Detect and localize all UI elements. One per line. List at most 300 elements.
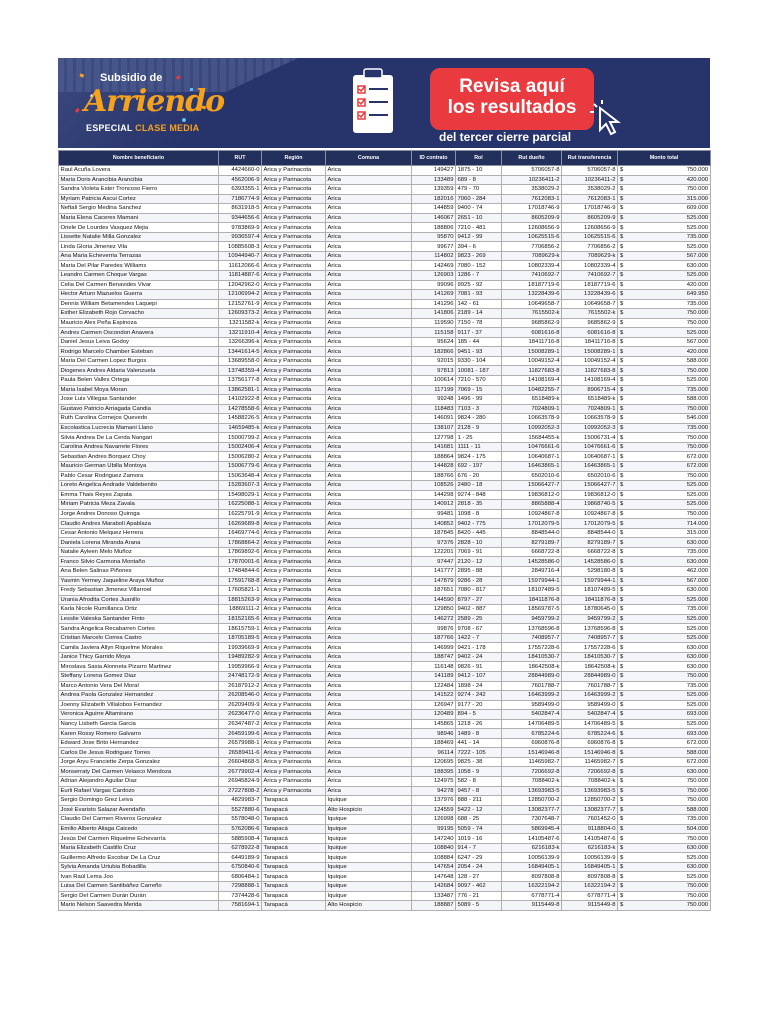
cell-transfer-rut: 16849405-1 [562,862,618,872]
cell-rol: 9823 - 269 [456,251,502,261]
cell-owner-rut: 6081616-8 [502,328,562,338]
cell-region: Arica y Parinacota [262,423,326,433]
cell-rut: 6278922-8 [219,843,262,853]
cell-contract-id: 146999 [412,643,456,653]
cell-rol: 9421 - 178 [456,643,502,653]
cell-region: Arica y Parinacota [262,442,326,452]
table-row [59,738,711,748]
amount-value: 735.000 [686,386,708,393]
cell-total-amount [618,299,711,309]
cell-total-amount [618,166,711,176]
cell-contract-id: 92015 [412,356,456,366]
table-row [59,433,711,443]
cell-rut: 18815263-9 [219,595,262,605]
currency-symbol: $ [620,300,624,307]
cell-owner-rut: 17012079-5 [502,519,562,529]
cell-rol: 7081 - 93 [456,290,502,300]
cell-transfer-rut: 9685862-9 [562,318,618,328]
cell-contract-id: 188806 [412,223,456,233]
currency-symbol: $ [620,587,624,594]
amount-value: 672.000 [686,453,708,460]
cell-beneficiary-name: Eurli Rafael Vargas Cardozo [59,786,219,796]
cell-region: Arica y Parinacota [262,366,326,376]
cell-owner-rut: 13768596-8 [502,624,562,634]
cell-region: Arica y Parinacota [262,175,326,185]
cell-owner-rut: 17557228-6 [502,643,562,653]
cell-region: Arica y Parinacota [262,404,326,414]
cell-rut: 17868864-2 [219,538,262,548]
cell-beneficiary-name: Joenny Elizabeth Villalobos Fernandez [59,700,219,710]
cell-transfer-rut: 15146946-8 [562,748,618,758]
cell-transfer-rut: 7408957-7 [562,633,618,643]
amount-value: 525.000 [686,625,708,632]
currency-symbol: $ [620,520,624,527]
cell-region: Arica y Parinacota [262,194,326,204]
cell-rol: 9826 - 91 [456,662,502,672]
currency-symbol: $ [620,186,624,193]
cell-comuna: Iquique [326,796,412,806]
cell-beneficiary-name: Hector Arturo Mazuelos Guerra [59,290,219,300]
cell-region: Tarapacá [262,882,326,892]
table-row [59,242,711,252]
cell-rol: 1898 - 24 [456,681,502,691]
amount-value: 735.000 [686,816,708,823]
cell-rol: 5059 - 74 [456,824,502,834]
cell-rut: 26589411-6 [219,748,262,758]
currency-symbol: $ [620,320,624,327]
amount-value: 630.000 [686,845,708,852]
table-row [59,796,711,806]
document-page [58,58,710,958]
cell-contract-id: 147648 [412,872,456,882]
amount-value: 567.000 [686,577,708,584]
cell-rut: 6393355-1 [219,185,262,195]
cell-beneficiary-name: José Evaristo Salazar Avendaño [59,805,219,815]
cell-total-amount [618,204,711,214]
table-row [59,901,711,911]
amount-value: 462.000 [686,568,708,575]
cell-total-amount [618,872,711,882]
cell-comuna: Iquique [326,824,412,834]
cell-beneficiary-name: Natalie Ayleen Melo Muñoz [59,547,219,557]
cell-comuna: Arica [326,681,412,691]
cell-rut: 15498029-1 [219,490,262,500]
cell-region: Arica y Parinacota [262,748,326,758]
cell-rut: 4424660-0 [219,166,262,176]
amount-value: 567.000 [686,253,708,260]
cell-region: Arica y Parinacota [262,786,326,796]
cell-transfer-rut: 10663578-9 [562,414,618,424]
cell-comuna: Arica [326,404,412,414]
cell-owner-rut: 10049152-4 [502,356,562,366]
cell-transfer-rut: 8605209-9 [562,213,618,223]
cell-rol: 692 - 197 [456,461,502,471]
table-row [59,729,711,739]
cell-transfer-rut: 10640687-1 [562,452,618,462]
cell-transfer-rut: 16322194-2 [562,882,618,892]
amount-value: 750.000 [686,472,708,479]
cell-comuna: Arica [326,777,412,787]
cell-total-amount [618,605,711,615]
cell-transfer-rut: 7089629-k [562,251,618,261]
currency-symbol: $ [620,902,624,909]
table-row [59,624,711,634]
cell-contract-id: 99096 [412,280,456,290]
cell-total-amount [618,442,711,452]
cell-rol: 7069 - 91 [456,547,502,557]
cell-rol: 9925 - 92 [456,280,502,290]
cell-rol: 2054 - 24 [456,862,502,872]
currency-symbol: $ [620,673,624,680]
cell-total-amount [618,471,711,481]
table-row [59,528,711,538]
cell-rol: 1111 - 11 [456,442,502,452]
cell-transfer-rut: 15066427-7 [562,481,618,491]
cell-transfer-rut: 10924867-8 [562,509,618,519]
table-row [59,481,711,491]
special-word: ESPECIAL [86,123,133,133]
currency-symbol: $ [620,510,624,517]
table-row [59,519,711,529]
cell-beneficiary-name: Mauricio German Ubilla Montoya [59,461,219,471]
cell-beneficiary-name: Maria Isabel Moya Moran [59,385,219,395]
cell-transfer-rut: 17557228-6 [562,643,618,653]
table-row [59,805,711,815]
cell-total-amount [618,576,711,586]
amount-value: 630.000 [686,587,708,594]
cell-transfer-rut: 6502010-6 [562,471,618,481]
currency-symbol: $ [620,215,624,221]
cell-total-amount [618,414,711,424]
cell-beneficiary-name: Urania Afrodita Cortes Juanillo [59,595,219,605]
cell-total-amount [618,824,711,834]
cell-region: Arica y Parinacota [262,232,326,242]
cell-region: Arica y Parinacota [262,576,326,586]
cell-contract-id: 146067 [412,213,456,223]
currency-symbol: $ [620,835,624,842]
cell-region: Tarapacá [262,796,326,806]
cell-region: Arica y Parinacota [262,261,326,271]
cell-comuna: Arica [326,633,412,643]
cell-transfer-rut: 13768596-8 [562,624,618,634]
cell-rut: 15006779-6 [219,461,262,471]
cell-owner-rut: 9115449-8 [502,901,562,911]
cell-contract-id: 188747 [412,652,456,662]
cell-contract-id: 188864 [412,452,456,462]
cell-comuna: Arica [326,652,412,662]
cell-rol: 776 - 21 [456,891,502,901]
cell-contract-id: 126903 [412,271,456,281]
currency-symbol: $ [620,740,624,747]
cell-transfer-rut: 5298180-8 [562,566,618,576]
cell-rol: 9177 - 20 [456,700,502,710]
cell-contract-id: 146091 [412,414,456,424]
cell-rol: 7103 - 3 [456,404,502,414]
cell-rut: 9936597-4 [219,232,262,242]
table-row [59,166,711,176]
cell-rol: 676 - 20 [456,471,502,481]
cell-transfer-rut: 28844989-0 [562,671,618,681]
amount-value: 588.000 [686,749,708,756]
cell-region: Tarapacá [262,853,326,863]
amount-value: 750.000 [686,310,708,317]
cell-rut: 6750840-6 [219,862,262,872]
cell-rut: 12042962-0 [219,280,262,290]
cell-transfer-rut: 14528586-0 [562,557,618,567]
cell-owner-rut: 16463865-1 [502,461,562,471]
cell-rol: 2828 - 10 [456,538,502,548]
currency-symbol: $ [620,472,624,479]
cell-region: Arica y Parinacota [262,223,326,233]
cell-rol: 1496 - 99 [456,395,502,405]
cell-contract-id: 144298 [412,490,456,500]
cell-total-amount [618,557,711,567]
amount-value: 750.000 [686,186,708,193]
cell-region: Arica y Parinacota [262,738,326,748]
cell-rut: 9344656-6 [219,213,262,223]
cell-beneficiary-name: Marco Antonio Vera Del Moral [59,681,219,691]
cell-owner-rut: 7307648-7 [502,815,562,825]
table-row [59,490,711,500]
table-row [59,586,711,596]
cell-rut: 14278558-6 [219,404,262,414]
cell-beneficiary-name: Karen Rossy Romero Galvarro [59,729,219,739]
table-row [59,748,711,758]
table-row [59,700,711,710]
cell-beneficiary-name: Sylvia Amanda Urtubia Bobadilla [59,862,219,872]
cell-rol: 9097 - 462 [456,882,502,892]
cell-beneficiary-name: Adrian Alejandro Aguilar Diaz [59,777,219,787]
cell-contract-id: 118483 [412,404,456,414]
table-row [59,414,711,424]
cell-total-amount [618,586,711,596]
cell-owner-rut: 8848544-0 [502,528,562,538]
cell-region: Arica y Parinacota [262,700,326,710]
cell-beneficiary-name: Escolastica Lucrecia Mamani Llano [59,423,219,433]
cell-contract-id: 141189 [412,671,456,681]
cell-region: Arica y Parinacota [262,566,326,576]
cell-total-amount [618,175,711,185]
cell-owner-rut: 7612083-1 [502,194,562,204]
cell-rol: 479 - 70 [456,185,502,195]
cell-beneficiary-name: Diogenes Andres Aldaria Valenzuela [59,366,219,376]
cell-comuna: Arica [326,786,412,796]
cell-rut: 19939669-9 [219,643,262,653]
cell-transfer-rut: 14706489-5 [562,719,618,729]
beneficiaries-table [58,150,711,911]
cell-beneficiary-name: Miriam Patricia Meza Zavala [59,500,219,510]
cell-owner-rut: 7024809-1 [502,404,562,414]
cell-beneficiary-name: Daniel Jesus Leiva Godoy [59,337,219,347]
cell-comuna: Arica [326,166,412,176]
cell-total-amount [618,624,711,634]
cell-comuna: Arica [326,691,412,701]
cell-contract-id: 124975 [412,777,456,787]
cell-comuna: Arica [326,490,412,500]
cell-rol: 9274 - 242 [456,691,502,701]
cell-beneficiary-name: Karla Nicole Rumillanca Ortiz [59,605,219,615]
cell-rut: 17870001-6 [219,557,262,567]
cell-total-amount [618,232,711,242]
currency-symbol: $ [620,272,624,279]
cell-comuna: Arica [326,251,412,261]
cell-transfer-rut: 18107489-5 [562,586,618,596]
amount-value: 750.000 [686,787,708,794]
cell-contract-id: 100614 [412,376,456,386]
cell-rut: 15283607-3 [219,481,262,491]
cell-owner-rut: 13228439-6 [502,290,562,300]
currency-symbol: $ [620,845,624,852]
amount-value: 525.000 [686,272,708,279]
cell-transfer-rut: 7601788-7 [562,681,618,691]
currency-symbol: $ [620,310,624,317]
currency-symbol: $ [620,778,624,785]
cell-contract-id: 187651 [412,586,456,596]
cell-beneficiary-name: Andrea Paola Gonzalez Hernandez [59,691,219,701]
currency-symbol: $ [620,358,624,365]
cell-total-amount [618,452,711,462]
cell-transfer-rut: 13228439-6 [562,290,618,300]
cell-comuna: Arica [326,385,412,395]
amount-value: 525.000 [686,615,708,622]
cell-rut: 6449189-9 [219,853,262,863]
cell-comuna: Iquique [326,853,412,863]
cell-beneficiary-name: Nancy Lisbeth Garcia Garcia [59,719,219,729]
cell-rut: 26579988-1 [219,738,262,748]
cell-comuna: Iquique [326,882,412,892]
cell-contract-id: 144828 [412,461,456,471]
cell-contract-id: 98946 [412,729,456,739]
cell-beneficiary-name: Edward Jose Brito Hernandez [59,738,219,748]
currency-symbol: $ [620,577,624,584]
amount-value: 750.000 [686,434,708,441]
cell-rol: 9274 - 848 [456,490,502,500]
cell-comuna: Alto Hospicio [326,805,412,815]
table-row [59,404,711,414]
table-row [59,232,711,242]
cell-rut: 26236477-0 [219,710,262,720]
currency-symbol: $ [620,453,624,460]
cell-beneficiary-name: Sandra Angelica Recabarren Cortes [59,624,219,634]
cell-rut: 7374428-6 [219,891,262,901]
cell-comuna: Arica [326,767,412,777]
cell-rol: 9286 - 28 [456,576,502,586]
cell-comuna: Arica [326,328,412,338]
table-row [59,337,711,347]
table-row [59,652,711,662]
cell-rol: 6247 - 29 [456,853,502,863]
cell-comuna: Arica [326,471,412,481]
cell-beneficiary-name: Esther Elizabeth Rojo Corvacho [59,309,219,319]
table-row [59,175,711,185]
cell-owner-rut: 10924867-8 [502,509,562,519]
amount-value: 630.000 [686,864,708,871]
cell-contract-id: 141522 [412,691,456,701]
cell-rol: 9824 - 175 [456,452,502,462]
cell-owner-rut: 6960876-8 [502,738,562,748]
cell-transfer-rut: 12850700-2 [562,796,618,806]
cell-owner-rut: 10649658-7 [502,299,562,309]
cell-comuna: Arica [326,700,412,710]
cell-owner-rut: 8865888-4 [502,500,562,510]
cell-owner-rut: 10992052-3 [502,423,562,433]
currency-symbol: $ [620,530,624,537]
cell-total-amount [618,853,711,863]
cell-transfer-rut: 16463865-1 [562,461,618,471]
cell-beneficiary-name: Gustavo Patricio Arriagada Candia [59,404,219,414]
cell-rol: 2480 - 18 [456,481,502,491]
amount-value: 714.000 [686,520,708,527]
cell-transfer-rut: 18780645-0 [562,605,618,615]
table-row [59,757,711,767]
cell-total-amount [618,423,711,433]
cell-comuna: Arica [326,547,412,557]
table-row [59,461,711,471]
cell-region: Arica y Parinacota [262,519,326,529]
cell-transfer-rut: 7088402-k [562,777,618,787]
cell-owner-rut: 7615502-k [502,309,562,319]
cell-total-amount [618,519,711,529]
cell-rol: 688 - 25 [456,815,502,825]
cell-total-amount [618,185,711,195]
table-row [59,385,711,395]
amount-value: 525.000 [686,224,708,231]
cell-rut: 26604868-5 [219,757,262,767]
cell-contract-id: 122484 [412,681,456,691]
table-row [59,643,711,653]
currency-symbol: $ [620,806,624,813]
cell-contract-id: 188395 [412,767,456,777]
cell-beneficiary-name: Celia Del Carmen Benavides Vivar [59,280,219,290]
column-header-contract-id: ID contrato [412,151,456,166]
cell-rut: 27227808-2 [219,786,262,796]
cell-region: Arica y Parinacota [262,280,326,290]
cell-comuna: Arica [326,461,412,471]
cell-region: Arica y Parinacota [262,251,326,261]
cell-comuna: Iquique [326,815,412,825]
cell-transfer-rut: 10236411-2 [562,175,618,185]
cell-comuna: Arica [326,347,412,357]
cell-transfer-rut: 19836812-0 [562,490,618,500]
cell-beneficiary-name: Camila Javiera Allyn Riquelme Morales [59,643,219,653]
table-row [59,376,711,386]
cell-contract-id: 122201 [412,547,456,557]
cell-transfer-rut: 15006731-4 [562,433,618,443]
cell-beneficiary-name: Jose Luis Villegas Santander [59,395,219,405]
currency-symbol: $ [620,787,624,794]
cell-comuna: Arica [326,614,412,624]
cell-total-amount [618,337,711,347]
currency-symbol: $ [620,539,624,546]
cell-comuna: Arica [326,748,412,758]
cell-owner-rut: 3538029-2 [502,185,562,195]
cell-contract-id: 141777 [412,566,456,576]
cell-owner-rut: 18569787-5 [502,605,562,615]
cell-owner-rut: 13693983-5 [502,786,562,796]
cell-rut: 5885908-4 [219,834,262,844]
cell-beneficiary-name: Raul Acuña Lovera [59,166,219,176]
currency-symbol: $ [620,692,624,699]
currency-symbol: $ [620,348,624,355]
cell-comuna: Arica [326,366,412,376]
column-header-beneficiary-name: Nombre beneficiario [59,151,219,166]
amount-value: 750.000 [686,835,708,842]
currency-symbol: $ [620,396,624,403]
cell-transfer-rut: 18410530-7 [562,652,618,662]
cell-rut: 14102922-8 [219,395,262,405]
cell-rol: 128 - 27 [456,872,502,882]
cell-total-amount [618,366,711,376]
